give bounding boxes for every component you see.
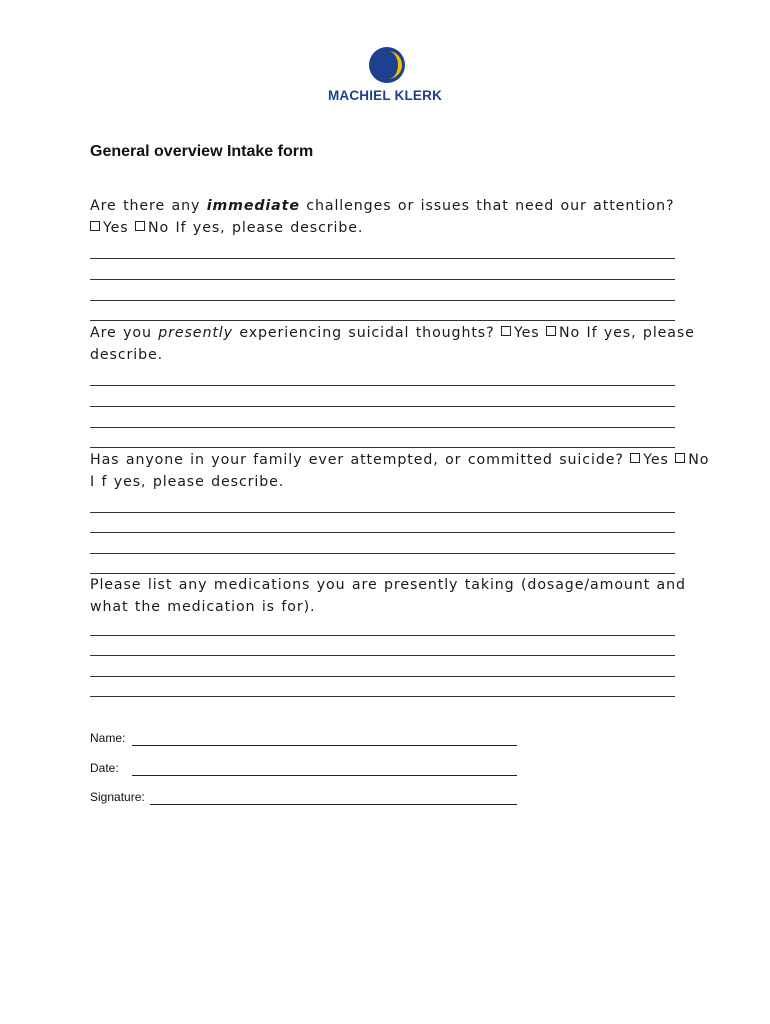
question-3-line2: I f yes, please describe.: [90, 474, 285, 490]
answer-line[interactable]: [90, 385, 675, 386]
signature-field[interactable]: [150, 804, 517, 805]
answer-line[interactable]: [90, 553, 675, 554]
question-1: Are there any immediate challenges or issues that need our attention?: [90, 198, 675, 214]
question-1-options: Yes No If yes, please describe.: [90, 220, 680, 236]
answer-line[interactable]: [90, 300, 675, 301]
no-checkbox[interactable]: [675, 453, 685, 463]
yes-label: Yes: [513, 325, 540, 341]
date-field[interactable]: [132, 775, 517, 776]
no-checkbox[interactable]: [135, 221, 145, 231]
question-3: Has anyone in your family ever attempted, or committed suicide? Yes No: [90, 452, 710, 468]
no-label: No: [688, 452, 710, 468]
answer-line[interactable]: [90, 512, 675, 513]
page-title: General overview Intake form: [90, 143, 314, 160]
yes-label: Yes: [103, 220, 129, 236]
answer-line[interactable]: [90, 406, 675, 407]
name-field[interactable]: [132, 745, 517, 746]
yes-label: Yes: [643, 452, 669, 468]
answer-line[interactable]: [90, 532, 675, 533]
answer-line[interactable]: [90, 279, 675, 280]
name-label: Name:: [90, 731, 126, 745]
no-checkbox[interactable]: [546, 326, 556, 336]
answer-line[interactable]: [90, 655, 675, 656]
question-2-line2: describe.: [90, 347, 164, 363]
answer-line[interactable]: [90, 427, 675, 428]
brand-logo: [310, 46, 460, 108]
answer-line[interactable]: [90, 635, 675, 636]
answer-line[interactable]: [90, 573, 675, 574]
answer-line[interactable]: [90, 676, 675, 677]
no-label: No: [558, 325, 581, 341]
question-4: Please list any medications you are presently taking (dosage/amount and: [90, 577, 686, 593]
yes-checkbox[interactable]: [90, 221, 100, 231]
signature-label: Signature:: [90, 790, 145, 804]
answer-line[interactable]: [90, 447, 675, 448]
yes-checkbox[interactable]: [501, 326, 511, 336]
answer-line[interactable]: [90, 320, 675, 321]
yes-checkbox[interactable]: [630, 453, 640, 463]
brand-name: MACHIEL KLERK: [327, 88, 443, 103]
question-4-line2: what the medication is for).: [90, 599, 316, 615]
no-label: No: [148, 220, 170, 236]
answer-line[interactable]: [90, 696, 675, 697]
crescent-moon-icon: [368, 46, 406, 84]
answer-line[interactable]: [90, 258, 675, 259]
question-2: Are you presently experiencing suicidal thoughts? Yes No If yes, please: [90, 325, 695, 341]
date-label: Date:: [90, 761, 119, 775]
